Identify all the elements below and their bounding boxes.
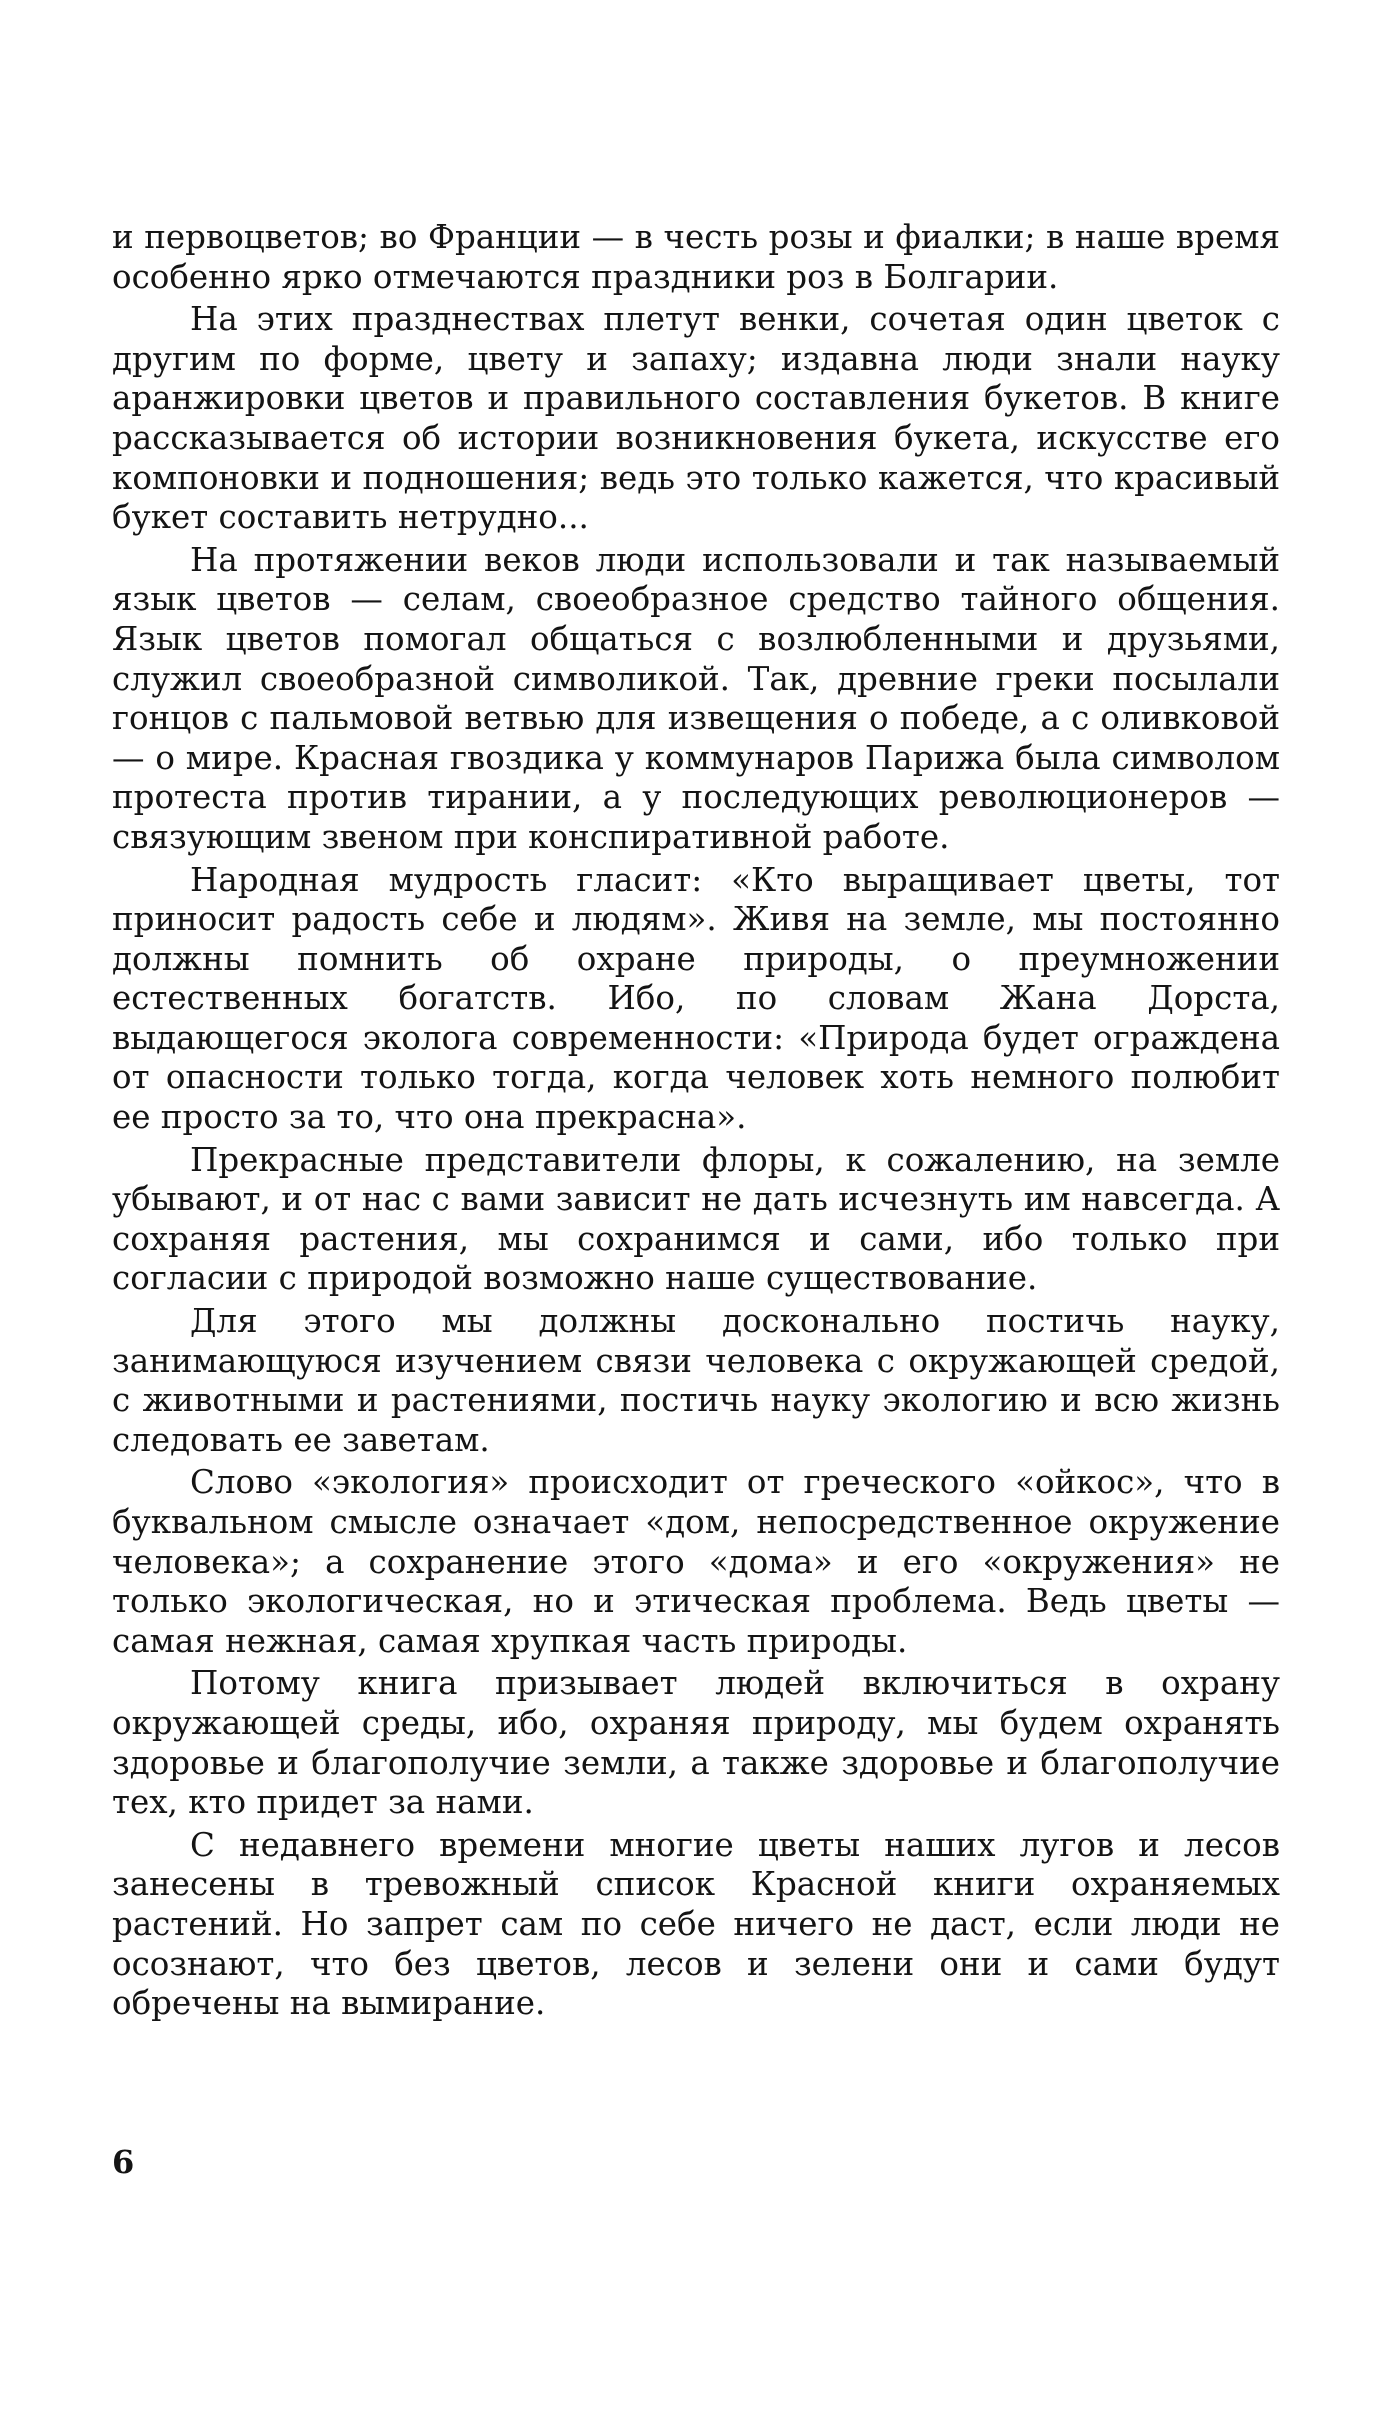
paragraph-8: Потому книга призывает людей включиться в охрану окружающей среды, ибо, охраняя природу, мы будем охранять здоровье и благополучие земли, а также здоровье и благополучие тех, кто придет за нами. bbox=[112, 1664, 1280, 1822]
paragraph-9: С недавнего времени многие цветы наших лугов и лесов занесены в тревожный список Красной книги охраняемых растений. Но запрет сам по себе ничего не даст, если люди не осознают, что без цветов, лесов и зелени они и сами будут обречены на вымирание. bbox=[112, 1825, 1280, 2023]
body-text bbox=[112, 218, 1280, 2027]
paragraph-6: Для этого мы должны досконально постичь науку, занимающуюся изучением связи человека с окружающей средой, с животными и растениями, постичь науку экологию и всю жизнь следовать ее заветам. bbox=[112, 1302, 1280, 1459]
paragraph-5: Прекрасные представители флоры, к сожалению, на земле убывают, и от нас с вами зависит не дать исчезнуть им навсегда. А сохраняя растения, мы сохранимся и сами, ибо только при согласии с природой возможно наше существование. bbox=[112, 1140, 1280, 1298]
paragraph-3: На протяжении веков люди использовали и так называемый язык цветов — селам, своеобразное средство тайного общения. Язык цветов помогал общаться с возлюбленными и друзьями, служил своеобразной символикой. Так, древние греки посылали гонцов с пальмовой ветвью для извещения о победе, а с оливковой — о мире. Красная гвоздика у коммунаров Парижа была символом протеста против тирании, а у последующих революционеров — связующим звеном при конспиративной работе. bbox=[112, 540, 1280, 856]
paragraph-7: Слово «экология» происходит от греческого «ойкос», что в буквальном смысле означает «дом, непосредственное окружение человека»; а сохранение этого «дома» и его «окружения» не только экологическая, но и этическая проблема. Ведь цветы — самая нежная, самая хрупкая часть природы. bbox=[112, 1463, 1280, 1660]
page-number: 6 bbox=[112, 2143, 135, 2181]
paragraph-4: Народная мудрость гласит: «Кто выращивает цветы, тот приносит радость себе и людям». Живя на земле, мы постоянно должны помнить об охране природы, о преумножении естественных богатств. Ибо, по словам Жана Дорста, выдающегося эколога современности: «Природа будет ограждена от опасности только тогда, когда человек хоть немного полюбит ее просто за то, что она прекрасна». bbox=[112, 860, 1280, 1137]
paragraph-1: и первоцветов; во Франции — в честь розы и фиалки; в наше время особенно ярко отмечаются праздники роз в Болгарии. bbox=[112, 218, 1280, 296]
paragraph-2: На этих празднествах плетут венки, сочетая один цветок с другим по форме, цвету и запаху; издавна люди знали науку аранжировки цветов и правильного составления букетов. В книге рассказывается об истории возникновения букета, искусстве его компоновки и подношения; ведь это только кажется, что красивый букет составить нетрудно... bbox=[112, 300, 1280, 537]
